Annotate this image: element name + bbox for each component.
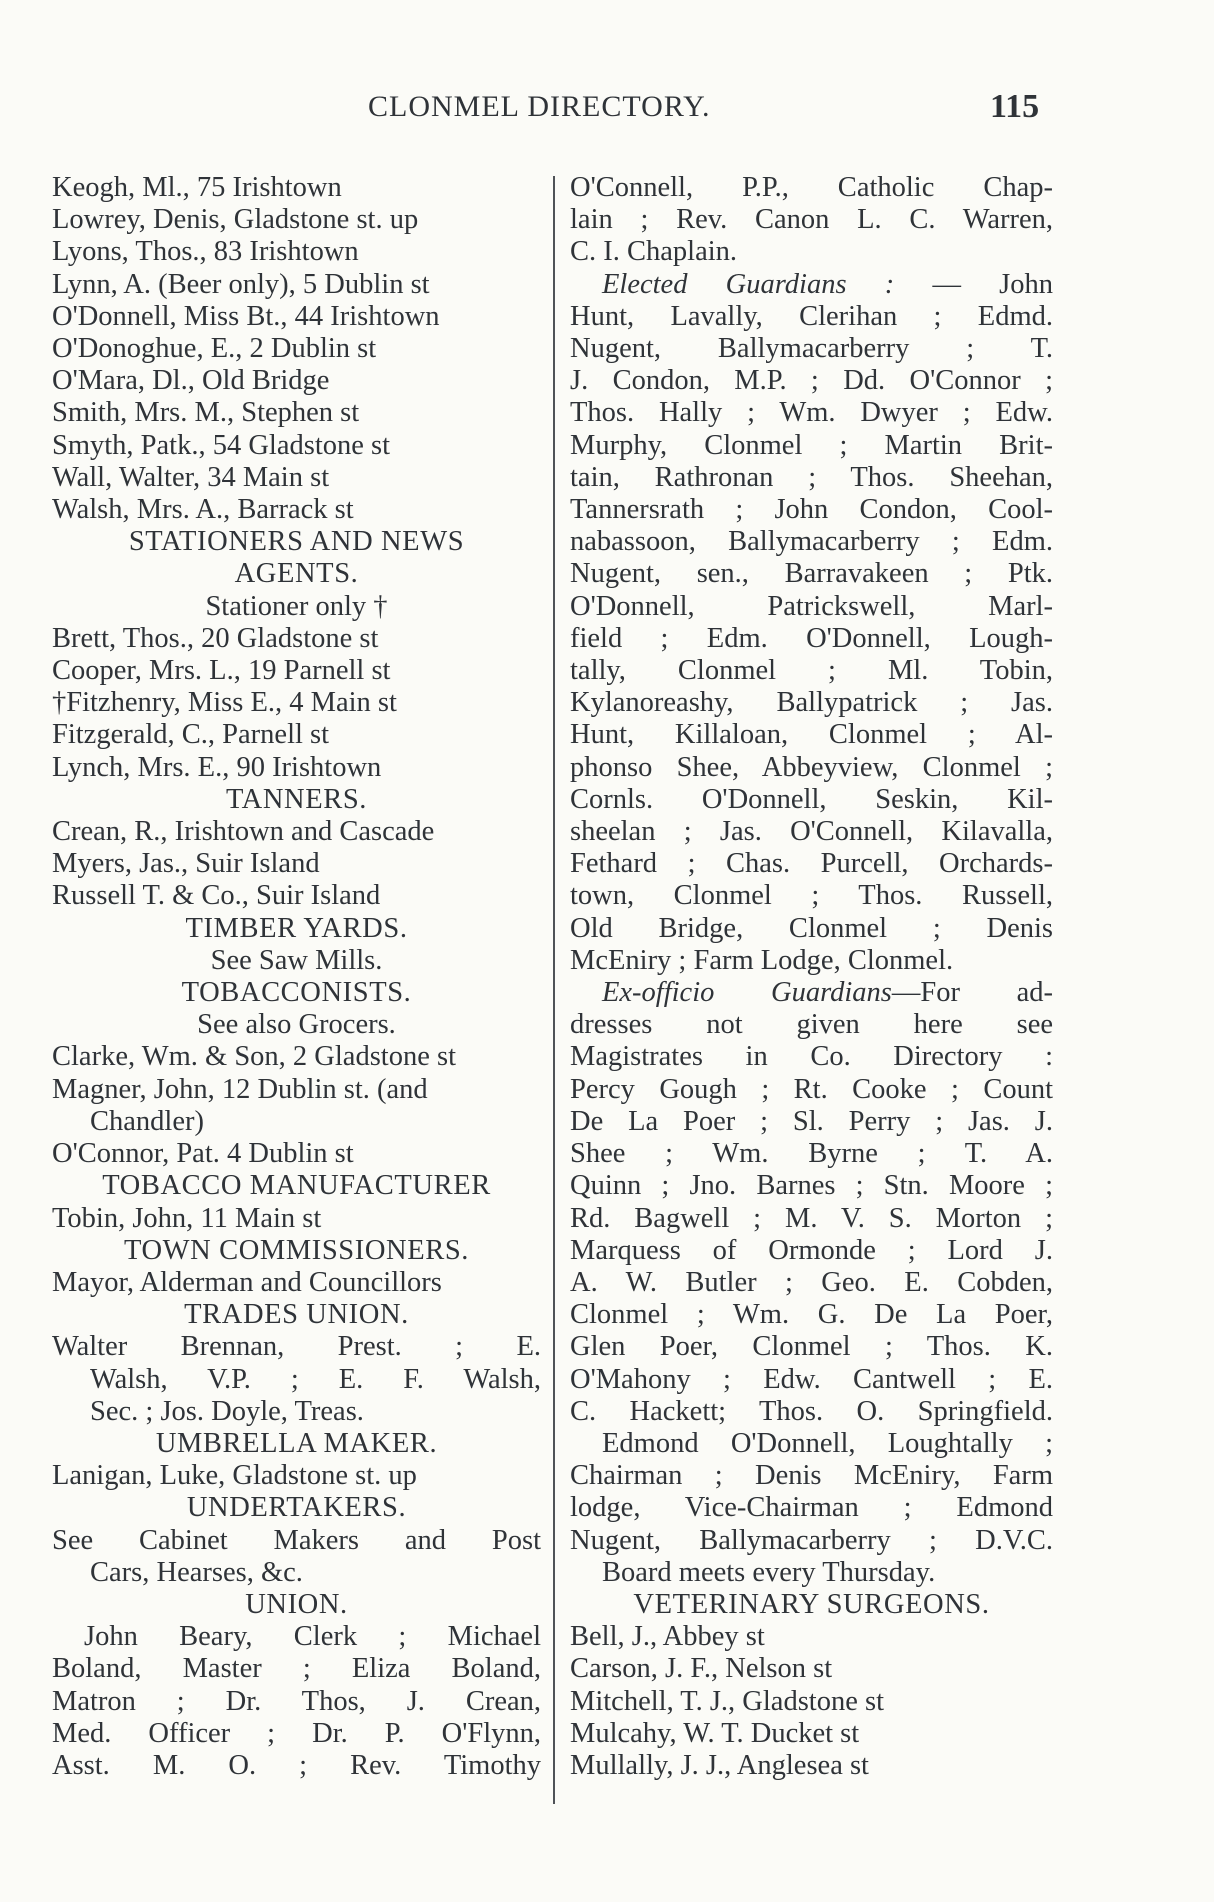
page-header — [0, 90, 1214, 130]
directory-line: Smyth, Patk., 54 Gladstone st — [52, 429, 391, 461]
directory-line: Percy Gough ; Rt. Cooke ; Count — [570, 1073, 1053, 1105]
directory-line: Board meets every Thursday. — [602, 1556, 936, 1588]
directory-line: Fitzgerald, C., Parnell st — [52, 719, 330, 751]
section-heading: TOBACCONISTS. — [181, 977, 412, 1009]
directory-line: Cornls. O'Donnell, Seskin, Kil- — [570, 783, 1053, 815]
directory-line: Edmond O'Donnell, Loughtally ; — [602, 1427, 1053, 1459]
directory-line: phonso Shee, Abbeyview, Clonmel ; — [570, 751, 1053, 783]
directory-line: Nugent, sen., Barravakeen ; Ptk. — [570, 558, 1053, 590]
directory-line: Carson, J. F., Nelson st — [570, 1653, 833, 1685]
section-heading: TRADES UNION. — [184, 1299, 409, 1331]
directory-line: A. W. Butler ; Geo. E. Cobden, — [570, 1266, 1053, 1298]
directory-line: See Saw Mills. — [210, 944, 383, 976]
directory-line: J. Condon, M.P. ; Dd. O'Connor ; — [570, 365, 1053, 397]
directory-line: Kylanoreashy, Ballypatrick ; Jas. — [570, 687, 1053, 719]
directory-line: McEniry ; Farm Lodge, Clonmel. — [570, 944, 954, 976]
directory-line: Shee ; Wm. Byrne ; T. A. — [570, 1138, 1053, 1170]
directory-line: Chairman ; Denis McEniry, Farm — [570, 1460, 1053, 1492]
directory-line: O'Donnell, Patrickswell, Marl- — [570, 590, 1053, 622]
directory-line: Mulcahy, W. T. Ducket st — [570, 1717, 860, 1749]
section-heading: UNION. — [245, 1588, 348, 1620]
right-column — [570, 172, 1053, 1782]
directory-line: Med. Officer ; Dr. P. O'Flynn, — [52, 1717, 541, 1749]
directory-line: Keogh, Ml., 75 Irishtown — [52, 172, 342, 203]
directory-line: Lynch, Mrs. E., 90 Irishtown — [52, 751, 382, 783]
directory-line: Nugent, Ballymacarberry ; D.V.C. — [570, 1524, 1053, 1556]
directory-line: Brett, Thos., 20 Gladstone st — [52, 622, 379, 654]
section-heading: AGENTS. — [234, 558, 359, 590]
directory-line: Glen Poer, Clonmel ; Thos. K. — [570, 1331, 1053, 1363]
directory-line: C. I. Chaplain. — [570, 236, 738, 268]
page-title: CLONMEL DIRECTORY. — [368, 90, 711, 123]
directory-line: Hunt, Lavally, Clerihan ; Edmd. — [570, 300, 1053, 332]
directory-line: field ; Edm. O'Donnell, Lough- — [570, 622, 1053, 654]
directory-line: Quinn ; Jno. Barnes ; Stn. Moore ; — [570, 1170, 1053, 1202]
directory-line: Wall, Walter, 34 Main st — [52, 461, 330, 493]
directory-line: Mullally, J. J., Anglesea st — [570, 1749, 869, 1781]
italic-label: Ex-officio Guardians — [602, 977, 892, 1009]
directory-line: †Fitzhenry, Miss E., 4 Main st — [52, 687, 397, 719]
directory-line: tally, Clonmel ; Ml. Tobin, — [570, 655, 1053, 687]
directory-line: Walsh, V.P. ; E. F. Walsh, — [90, 1363, 541, 1395]
directory-line: Murphy, Clonmel ; Martin Brit- — [570, 429, 1053, 461]
directory-line: Old Bridge, Clonmel ; Denis — [570, 912, 1053, 944]
directory-line: Sec. ; Jos. Doyle, Treas. — [90, 1395, 364, 1427]
directory-line: Lanigan, Luke, Gladstone st. up — [52, 1460, 417, 1492]
directory-line: See also Grocers. — [197, 1009, 396, 1041]
section-heading: TOBACCO MANUFACTURER — [102, 1170, 491, 1202]
directory-line: Cooper, Mrs. L., 19 Parnell st — [52, 655, 391, 687]
directory-line: Tobin, John, 11 Main st — [52, 1202, 322, 1234]
directory-line: lain ; Rev. Canon L. C. Warren, — [570, 204, 1053, 236]
directory-line: Cars, Hearses, &c. — [90, 1556, 303, 1588]
directory-line: O'Donnell, Miss Bt., 44 Irishtown — [52, 300, 440, 332]
directory-line: Matron ; Dr. Thos, J. Crean, — [52, 1685, 541, 1717]
section-heading: TOWN COMMISSIONERS. — [124, 1234, 469, 1266]
directory-line: Clarke, Wm. & Son, 2 Gladstone st — [52, 1041, 456, 1073]
directory-line: O'Connor, Pat. 4 Dublin st — [52, 1138, 354, 1170]
directory-line: John Beary, Clerk ; Michael — [84, 1621, 541, 1653]
directory-line: Hunt, Killaloan, Clonmel ; Al- — [570, 719, 1053, 751]
directory-line: lodge, Vice-Chairman ; Edmond — [570, 1492, 1053, 1524]
directory-line: Lynn, A. (Beer only), 5 Dublin st — [52, 268, 430, 300]
directory-line: Fethard ; Chas. Purcell, Orchards- — [570, 848, 1053, 880]
directory-line: Elected Guardians : — John — [602, 268, 1053, 300]
directory-line: O'Mara, Dl., Old Bridge — [52, 365, 330, 397]
directory-line: Ex-officio Guardians—For ad- — [602, 977, 1054, 1009]
directory-line: O'Donoghue, E., 2 Dublin st — [52, 333, 377, 365]
directory-line: Marquess of Ormonde ; Lord J. — [570, 1234, 1053, 1266]
directory-line: tain, Rathronan ; Thos. Sheehan, — [570, 461, 1053, 493]
directory-line: Clonmel ; Wm. G. De La Poer, — [570, 1299, 1053, 1331]
column-divider — [553, 176, 555, 1804]
directory-line: sheelan ; Jas. O'Connell, Kilavalla, — [570, 816, 1053, 848]
directory-line: Stationer only † — [205, 590, 388, 622]
directory-line: nabassoon, Ballymacarberry ; Edm. — [570, 526, 1053, 558]
directory-line: Lyons, Thos., 83 Irishtown — [52, 236, 359, 268]
directory-line: Mayor, Alderman and Councillors — [52, 1266, 442, 1298]
directory-line: Magistrates in Co. Directory : — [570, 1041, 1053, 1073]
directory-line: O'Mahony ; Edw. Cantwell ; E. — [570, 1363, 1053, 1395]
directory-line: Myers, Jas., Suir Island — [52, 848, 320, 880]
directory-line: Nugent, Ballymacarberry ; T. — [570, 333, 1053, 365]
directory-line: Walter Brennan, Prest. ; E. — [52, 1331, 541, 1363]
directory-line: Smith, Mrs. M., Stephen st — [52, 397, 360, 429]
section-heading: TIMBER YARDS. — [185, 912, 408, 944]
directory-line: Russell T. & Co., Suir Island — [52, 880, 381, 912]
directory-line: Boland, Master ; Eliza Boland, — [52, 1653, 541, 1685]
directory-line: Asst. M. O. ; Rev. Timothy — [52, 1749, 541, 1781]
directory-line: Lowrey, Denis, Gladstone st. up — [52, 204, 419, 236]
section-heading: UNDERTAKERS. — [186, 1492, 407, 1524]
directory-line: De La Poer ; Sl. Perry ; Jas. J. — [570, 1105, 1053, 1137]
directory-line: town, Clonmel ; Thos. Russell, — [570, 880, 1053, 912]
directory-line: Chandler) — [90, 1105, 204, 1137]
directory-line: Magner, John, 12 Dublin st. (and — [52, 1073, 428, 1105]
directory-line: Crean, R., Irishtown and Cascade — [52, 816, 435, 848]
directory-line: Tannersrath ; John Condon, Cool- — [570, 494, 1053, 526]
directory-line: Mitchell, T. J., Gladstone st — [570, 1685, 885, 1717]
section-heading: STATIONERS AND NEWS — [128, 526, 465, 558]
directory-line: See Cabinet Makers and Post — [52, 1524, 541, 1556]
section-heading: TANNERS. — [225, 783, 368, 815]
directory-line: dresses not given here see — [570, 1009, 1053, 1041]
page-number: 115 — [990, 88, 1040, 125]
directory-line: Thos. Hally ; Wm. Dwyer ; Edw. — [570, 397, 1053, 429]
directory-line: Rd. Bagwell ; M. V. S. Morton ; — [570, 1202, 1053, 1234]
italic-label: Elected Guardians : — [602, 268, 895, 300]
left-column — [52, 172, 541, 1782]
directory-line: O'Connell, P.P., Catholic Chap- — [570, 172, 1053, 203]
section-heading: UMBRELLA MAKER. — [155, 1427, 438, 1459]
directory-line: Bell, J., Abbey st — [570, 1621, 765, 1653]
directory-line: C. Hackett; Thos. O. Springfield. — [570, 1395, 1053, 1427]
section-heading: VETERINARY SURGEONS. — [633, 1588, 990, 1620]
directory-line: Walsh, Mrs. A., Barrack st — [52, 494, 354, 526]
